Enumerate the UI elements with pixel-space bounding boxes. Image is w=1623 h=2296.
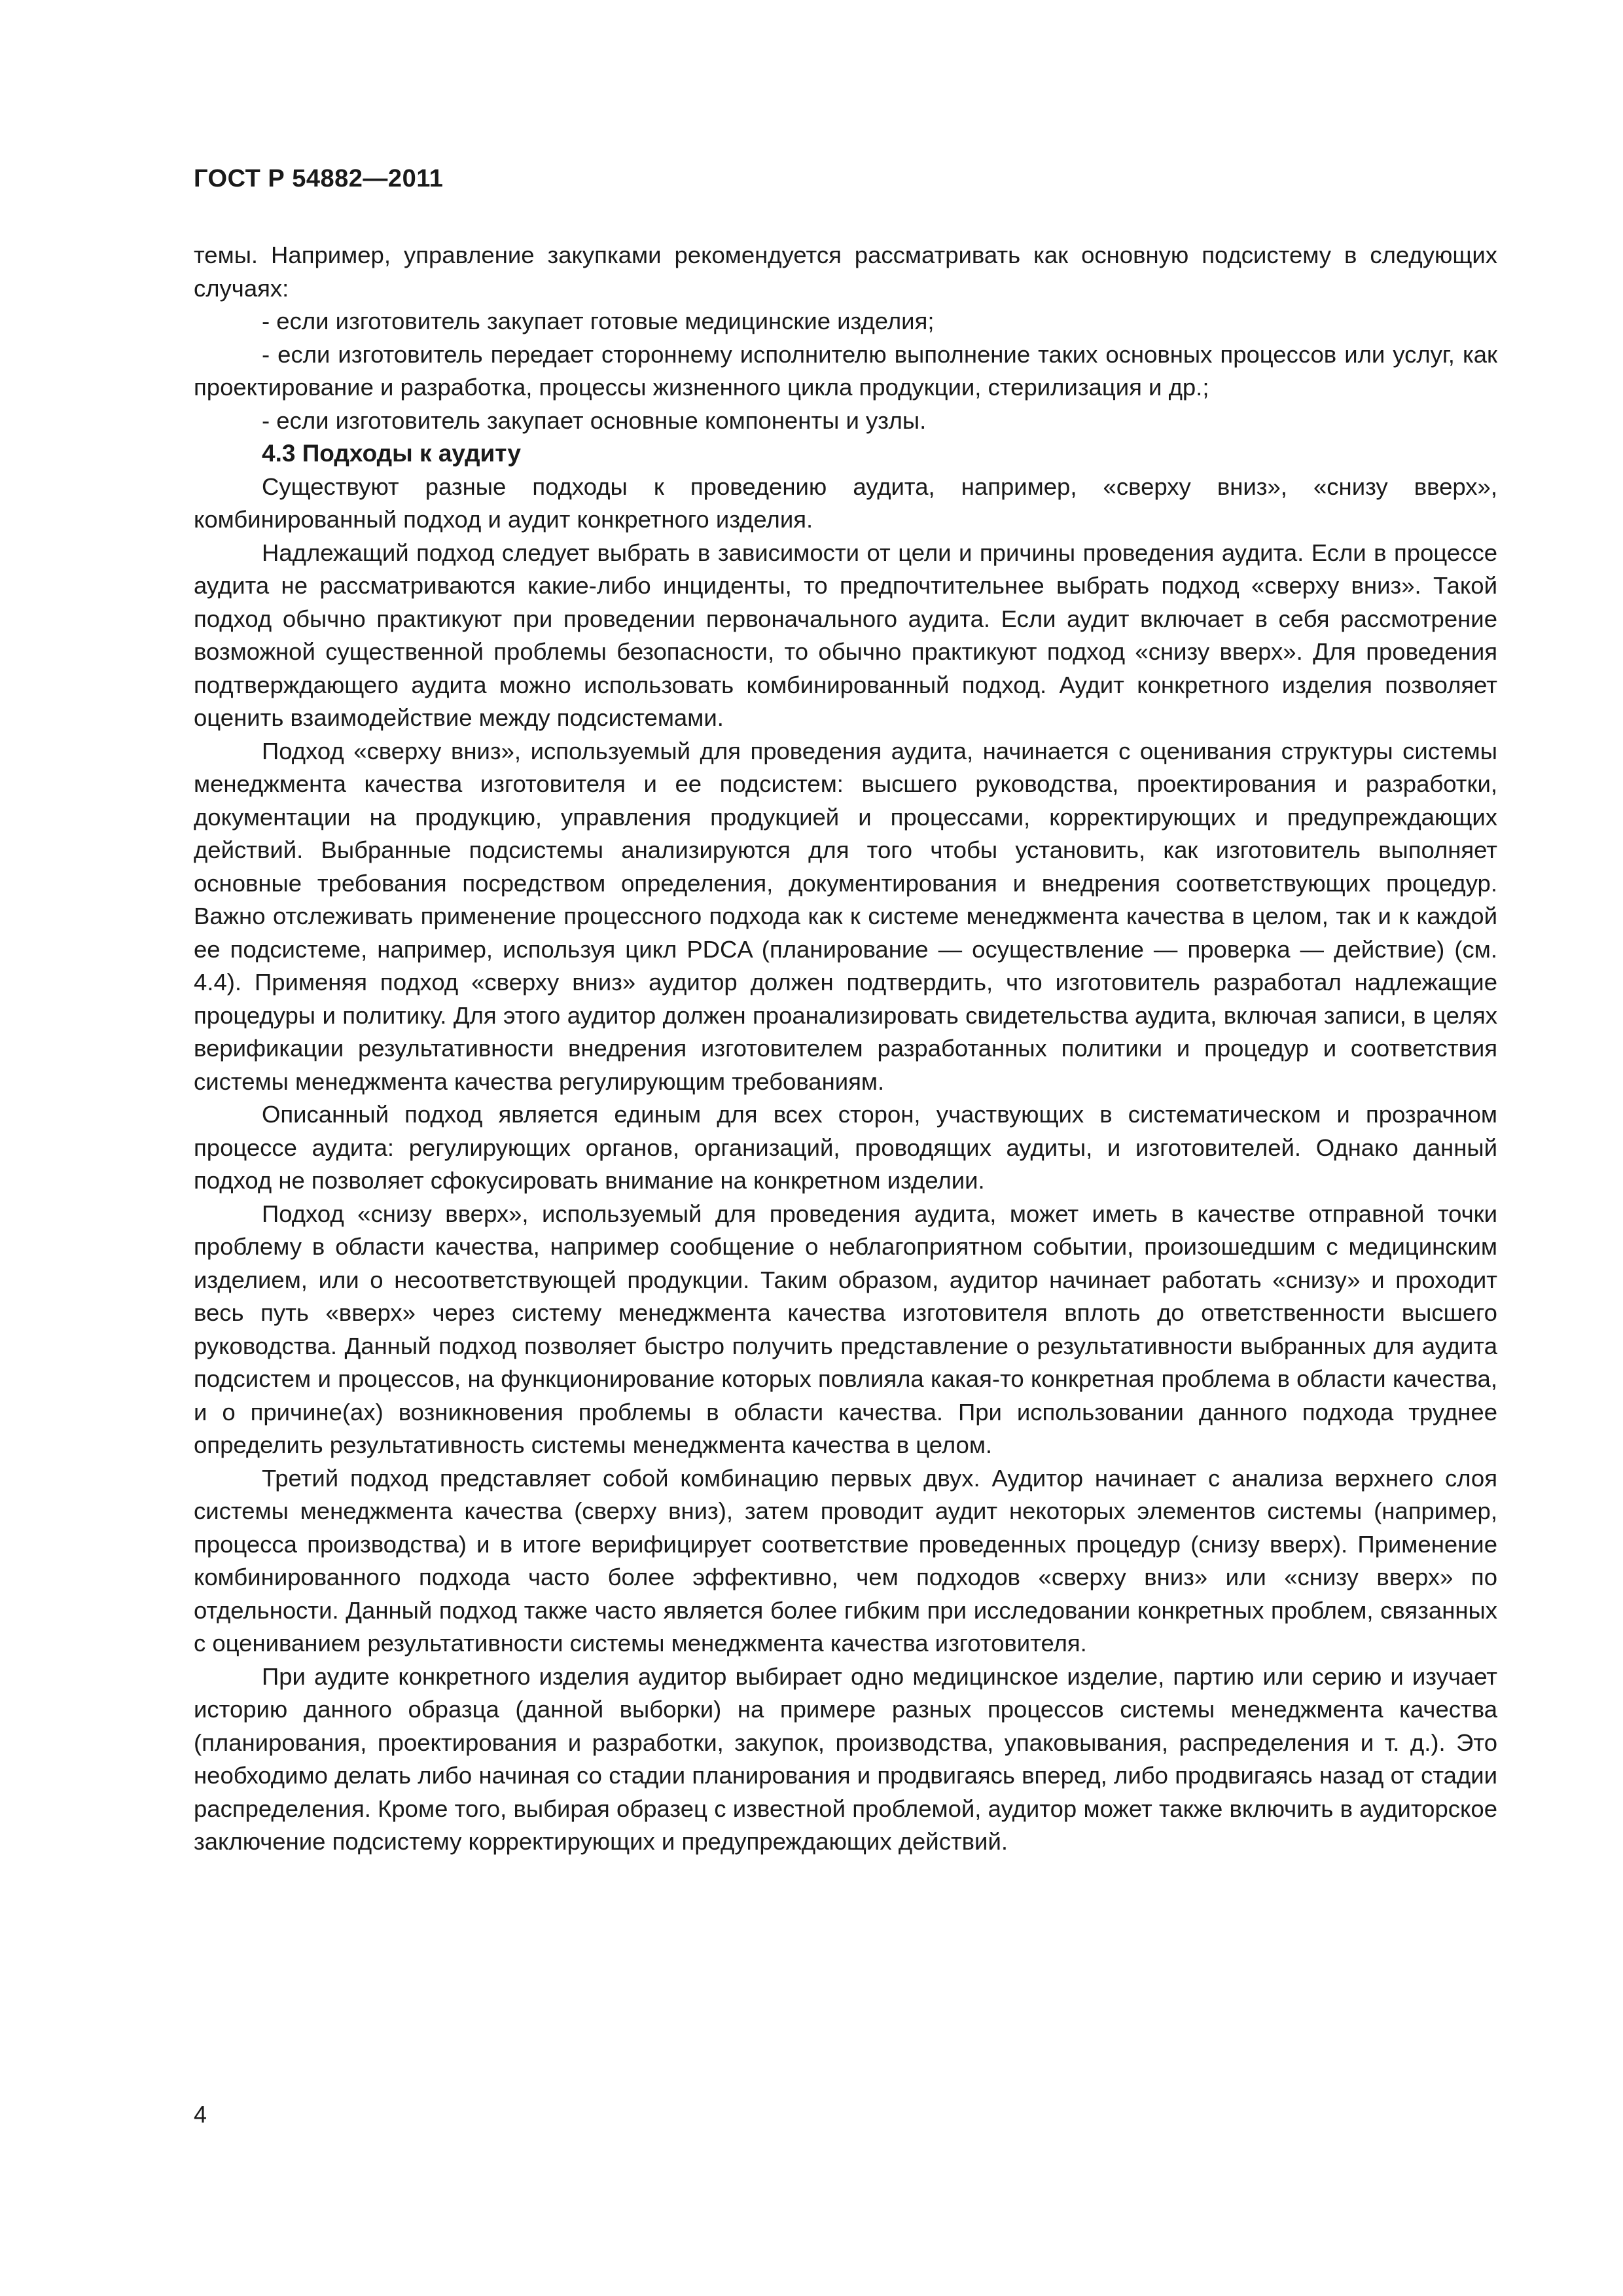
paragraph: Третий подход представляет собой комбинацию первых двух. Аудитор начинает с анализа верхнего слоя системы менеджмента качества (сверху вниз), затем проводит аудит некоторых элементов системы (например, процесса производства) и в итоге верифицирует соответствие проведенных процедур (снизу вверх). Применение комбинированного подхода часто более эффективно, чем подходов «сверху вниз» или «снизу вверх» по отдельности. Данный подход также часто является более гибким при исследовании конкретных проблем, связанных с оцениванием результативности системы менеджмента качества изготовителя. [194, 1464, 1497, 1657]
paragraph: Подход «сверху вниз», используемый для проведения аудита, начинается с оценивания структуры системы менеджмента качества изготовителя и ее подсистем: высшего руководства, проектирования и разработки, документации на продукцию, управления продукцией и процессами, корректирующих и предупреждающих действий. Выбранные подсистемы анализируются для того чтобы установить, как изготовитель выполняет основные требования посредством определения, документирования и внедрения соответствующих процедур. Важно отслеживать применение процессного подхода как к системе менеджмента качества в целом, так и к каждой ее подсистеме, например, используя цикл PDCA (планирование — осуществление — проверка — действие) (см. 4.4). Применяя подход «сверху вниз» аудитор должен подтвердить, что изготовитель разработал надлежащие процедуры и политику. Для этого аудитор должен проанализировать свидетельства аудита, включая записи, в целях верификации результативности внедрения изготовителем разработанных политики и процедур и соответствия системы менеджмента качества регулирующим требованиям. [194, 737, 1497, 1095]
paragraph: Надлежащий подход следует выбрать в зависимости от цели и причины проведения аудита. Если в процессе аудита не рассматриваются какие-либо инциденты, то предпочтительнее выбрать подход «сверху вниз». Такой подход обычно практикуют при проведении первоначального аудита. Если аудит включает в себя рассмотрение возможной существенной проблемы безопасности, то обычно практикуют подход «снизу вверх». Для проведения подтверждающего аудита можно использовать комбинированный подход. Аудит конкретного изделия позволяет оценить взаимодействие между подсистемами. [194, 539, 1497, 731]
paragraph: Существуют разные подходы к проведению аудита, например, «сверху вниз», «снизу вверх», комбинированный подход и аудит конкретного изделия. [194, 473, 1497, 533]
list-item: - если изготовитель закупает готовые медицинские изделия; [262, 308, 935, 334]
intro-paragraph: темы. Например, управление закупками рекомендуется рассматривать как основную подсистему в следующих случаях: [194, 242, 1497, 302]
list-item: - если изготовитель передает стороннему исполнителю выполнение таких основных процессов или услуг, как проектирование и разработка, процессы жизненного цикла продукции, стерилизация и др.; [194, 340, 1497, 401]
document-body [194, 239, 1497, 1859]
paragraph: Подход «снизу вверх», используемый для проведения аудита, может иметь в качестве отправной точки проблему в области качества, например сообщение о неблагоприятном событии, произошедшим с медицинским изделием, или о несоответствующей продукции. Таким образом, аудитор начинает работать «снизу» и проходит весь путь «вверх» через систему менеджмента качества изготовителя вплоть до ответственности высшего руководства. Данный подход позволяет быстро получить представление о результативности выбранных для аудита подсистем и процессов, на функционирование которых повлияла какая-то конкретная проблема в области качества, и о причине(ах) возникновения проблемы в области качества. При использовании данного подхода труднее определить результативность системы менеджмента качества в целом. [194, 1200, 1497, 1458]
paragraph: Описанный подход является единым для всех сторон, участвующих в систематическом и прозрачном процессе аудита: регулирующих органов, организаций, проводящих аудиты, и изготовителей. Однако данный подход не позволяет сфокусировать внимание на конкретном изделии. [194, 1101, 1497, 1194]
paragraph: При аудите конкретного изделия аудитор выбирает одно медицинское изделие, партию или серию и изучает историю данного образца (данной выборки) на примере разных процессов системы менеджмента качества (планирования, проектирования и разработки, закупок, производства, упаковывания, распределения и т. д.). Это необходимо делать либо начиная со стадии планирования и продвигаясь вперед, либо продвигаясь назад от стадии распределения. Кроме того, выбирая образец с известной проблемой, аудитор может также включить в аудиторское заключение подсистему корректирующих и предупреждающих действий. [194, 1662, 1497, 1855]
list-item: - если изготовитель закупает основные компоненты и узлы. [262, 406, 927, 434]
section-heading: 4.3 Подходы к аудиту [262, 440, 521, 467]
document-header: ГОСТ Р 54882—2011 [194, 165, 444, 192]
page-number: 4 [194, 2101, 207, 2128]
document-page [194, 0, 1497, 2296]
